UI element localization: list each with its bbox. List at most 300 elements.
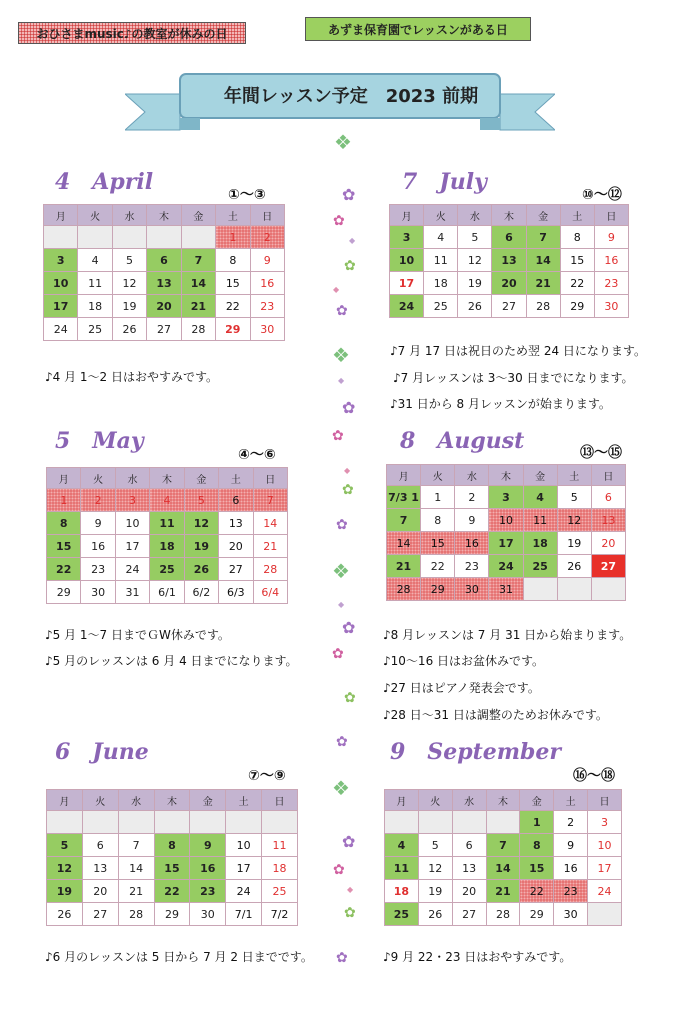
day-cell: 7/2 (262, 903, 298, 926)
day-cell: 4 (523, 486, 557, 509)
flower-icon: ✿ (342, 398, 356, 417)
day-cell: 17 (115, 535, 149, 558)
day-cell: 1 (216, 226, 250, 249)
flower-icon: ✿ (344, 690, 356, 706)
flower-icon: ✿ (342, 618, 356, 637)
day-cell: 24 (489, 555, 523, 578)
day-cell: 11 (523, 509, 557, 532)
flower-icon: ✿ (333, 862, 345, 878)
flower-icon: ✿ (333, 213, 345, 229)
day-cell: 17 (489, 532, 523, 555)
weekday-thu: 木 (147, 205, 181, 226)
day-cell: 6 (147, 249, 181, 272)
day-cell: 29 (560, 295, 594, 318)
day-cell: 22 (560, 272, 594, 295)
day-cell: 13 (492, 249, 526, 272)
day-cell: 12 (112, 272, 146, 295)
weekday-tue: 火 (418, 790, 452, 811)
weekday-wed: 水 (112, 205, 146, 226)
flower-icon: ❖ (332, 343, 350, 367)
month-title-september: 9 September (390, 739, 561, 765)
note-august-4: ♪28 日〜31 日は調整のためお休みです。 (383, 708, 608, 722)
day-cell: 13 (591, 509, 625, 532)
day-cell: 20 (452, 880, 486, 903)
day-cell: 6/4 (253, 581, 287, 604)
weekday-sun: 日 (262, 790, 298, 811)
day-cell: 19 (557, 532, 591, 555)
weekday-sun: 日 (591, 465, 625, 486)
weekday-tue: 火 (424, 205, 458, 226)
weekday-sun: 日 (253, 468, 287, 489)
day-cell: 5 (112, 249, 146, 272)
day-cell: 9 (455, 509, 489, 532)
day-cell: 17 (226, 857, 262, 880)
legend-closed-day: おひさまmusic♪の教室が休みの日 (18, 22, 246, 44)
weekday-fri: 金 (520, 790, 554, 811)
weekday-sat: 土 (560, 205, 594, 226)
weekday-wed: 水 (118, 790, 154, 811)
day-cell: 29 (47, 581, 81, 604)
day-cell: 25 (523, 555, 557, 578)
day-cell: 18 (78, 295, 112, 318)
day-cell: 1 (520, 811, 554, 834)
month-title-june: 6 June (55, 739, 149, 765)
day-cell (147, 226, 181, 249)
month-title-april: 4 April (55, 169, 154, 195)
weekday-mon: 月 (385, 790, 419, 811)
calendar-june (46, 789, 298, 926)
day-cell (588, 903, 622, 926)
day-cell (262, 811, 298, 834)
day-cell: 16 (554, 857, 588, 880)
day-cell: 9 (250, 249, 284, 272)
day-cell: 16 (190, 857, 226, 880)
weekday-wed: 水 (458, 205, 492, 226)
day-cell: 29 (520, 903, 554, 926)
day-cell: 30 (81, 581, 115, 604)
flower-icon: ✿ (332, 646, 344, 662)
day-cell (557, 578, 591, 601)
day-cell: 9 (81, 512, 115, 535)
lesson-range-july: ⑩〜⑫ (582, 187, 622, 203)
day-cell: 7 (387, 509, 421, 532)
lesson-range-april: ①〜③ (228, 187, 266, 203)
day-cell: 12 (458, 249, 492, 272)
weekday-tue: 火 (421, 465, 455, 486)
weekday-thu: 木 (154, 790, 190, 811)
day-cell: 26 (112, 318, 146, 341)
day-cell (154, 811, 190, 834)
day-cell: 6 (219, 489, 253, 512)
day-cell: 14 (486, 857, 520, 880)
day-cell: 3 (390, 226, 424, 249)
day-cell: 17 (44, 295, 78, 318)
day-cell: 6 (452, 834, 486, 857)
flower-icon: ✿ (336, 517, 348, 533)
note-may-1: ♪5 月 1〜7 日までＧW休みです。 (45, 628, 230, 642)
day-cell: 24 (115, 558, 149, 581)
day-cell: 16 (250, 272, 284, 295)
flower-icon: ✿ (336, 734, 348, 750)
day-cell: 3 (44, 249, 78, 272)
day-cell: 21 (181, 295, 215, 318)
day-cell: 29 (154, 903, 190, 926)
day-cell (591, 578, 625, 601)
day-cell: 8 (47, 512, 81, 535)
day-cell: 15 (216, 272, 250, 295)
dot-icon: ◆ (349, 236, 356, 245)
day-cell: 14 (181, 272, 215, 295)
day-cell: 15 (421, 532, 455, 555)
calendar-april (43, 204, 285, 341)
day-cell: 7/3 1 (387, 486, 421, 509)
weekday-fri: 金 (181, 205, 215, 226)
day-cell (523, 578, 557, 601)
day-cell (190, 811, 226, 834)
day-cell: 11 (262, 834, 298, 857)
day-cell: 13 (452, 857, 486, 880)
day-cell: 6 (492, 226, 526, 249)
dot-icon: ◆ (333, 285, 340, 294)
page-title: 年間レッスン予定 2023 前期 (223, 86, 479, 107)
lesson-range-june: ⑦〜⑨ (248, 768, 286, 784)
day-cell: 7 (526, 226, 560, 249)
day-cell: 23 (455, 555, 489, 578)
dot-icon: ◆ (338, 600, 345, 609)
day-cell: 18 (523, 532, 557, 555)
flower-icon: ✿ (342, 832, 356, 851)
day-cell: 25 (262, 880, 298, 903)
day-cell: 10 (115, 512, 149, 535)
note-september-1: ♪9 月 22・23 日はおやすみです。 (383, 950, 572, 964)
day-cell: 6 (82, 834, 118, 857)
flower-icon: ✿ (342, 482, 354, 498)
flower-icon: ✿ (336, 950, 348, 966)
day-cell: 17 (390, 272, 424, 295)
weekday-sun: 日 (594, 205, 628, 226)
day-cell (181, 226, 215, 249)
day-cell: 11 (78, 272, 112, 295)
lesson-range-may: ④〜⑥ (238, 447, 276, 463)
day-cell: 14 (387, 532, 421, 555)
calendar-august (386, 464, 626, 601)
day-cell: 12 (418, 857, 452, 880)
day-cell: 21 (118, 880, 154, 903)
flower-icon: ✿ (344, 905, 356, 921)
day-cell: 31 (115, 581, 149, 604)
calendar-may (46, 467, 288, 604)
note-july-3: ♪31 日から 8 月レッスンが始まります。 (390, 397, 611, 411)
day-cell: 10 (44, 272, 78, 295)
weekday-thu: 木 (486, 790, 520, 811)
day-cell: 30 (250, 318, 284, 341)
calendar-september (384, 789, 622, 926)
day-cell: 22 (421, 555, 455, 578)
day-cell: 14 (253, 512, 287, 535)
day-cell: 20 (219, 535, 253, 558)
day-cell: 21 (253, 535, 287, 558)
day-cell: 19 (418, 880, 452, 903)
note-june-1: ♪6 月のレッスンは 5 日から 7 月 2 日までです。 (45, 950, 313, 964)
note-august-2: ♪10〜16 日はお盆休みです。 (383, 654, 545, 668)
legend-lesson-day: あずま保育園でレッスンがある日 (305, 17, 531, 41)
weekday-fri: 金 (526, 205, 560, 226)
day-cell: 27 (591, 555, 625, 578)
lesson-range-august: ⑬〜⑮ (580, 445, 622, 461)
day-cell: 23 (81, 558, 115, 581)
day-cell: 12 (557, 509, 591, 532)
day-cell: 8 (421, 509, 455, 532)
day-cell: 18 (424, 272, 458, 295)
weekday-tue: 火 (78, 205, 112, 226)
day-cell: 30 (594, 295, 628, 318)
weekday-sat: 土 (557, 465, 591, 486)
day-cell: 4 (150, 489, 184, 512)
day-cell: 27 (82, 903, 118, 926)
lesson-range-september: ⑯〜⑱ (573, 768, 615, 784)
weekday-tue: 火 (81, 468, 115, 489)
day-cell: 3 (115, 489, 149, 512)
day-cell: 24 (588, 880, 622, 903)
day-cell: 21 (486, 880, 520, 903)
day-cell: 6 (591, 486, 625, 509)
day-cell: 8 (520, 834, 554, 857)
day-cell: 26 (557, 555, 591, 578)
day-cell: 25 (78, 318, 112, 341)
weekday-fri: 金 (190, 790, 226, 811)
weekday-sat: 土 (219, 468, 253, 489)
calendar-july (389, 204, 629, 318)
day-cell: 19 (112, 295, 146, 318)
weekday-thu: 木 (150, 468, 184, 489)
day-cell (452, 811, 486, 834)
day-cell: 11 (150, 512, 184, 535)
day-cell: 9 (594, 226, 628, 249)
day-cell: 13 (147, 272, 181, 295)
flower-icon: ✿ (336, 303, 348, 319)
day-cell: 22 (216, 295, 250, 318)
day-cell: 27 (452, 903, 486, 926)
day-cell: 7 (486, 834, 520, 857)
day-cell: 26 (184, 558, 218, 581)
day-cell: 20 (591, 532, 625, 555)
day-cell: 30 (455, 578, 489, 601)
day-cell: 28 (387, 578, 421, 601)
day-cell: 7 (118, 834, 154, 857)
day-cell: 30 (554, 903, 588, 926)
day-cell: 23 (190, 880, 226, 903)
day-cell: 30 (190, 903, 226, 926)
day-cell: 27 (147, 318, 181, 341)
weekday-wed: 水 (452, 790, 486, 811)
day-cell: 12 (184, 512, 218, 535)
day-cell: 1 (421, 486, 455, 509)
weekday-mon: 月 (387, 465, 421, 486)
day-cell: 24 (226, 880, 262, 903)
weekday-sun: 日 (250, 205, 284, 226)
weekday-mon: 月 (44, 205, 78, 226)
day-cell: 10 (390, 249, 424, 272)
day-cell: 25 (424, 295, 458, 318)
month-title-may: 5 May (55, 428, 144, 454)
day-cell: 7 (253, 489, 287, 512)
day-cell: 12 (47, 857, 83, 880)
day-cell: 22 (47, 558, 81, 581)
day-cell (118, 811, 154, 834)
day-cell: 19 (184, 535, 218, 558)
day-cell: 28 (486, 903, 520, 926)
day-cell: 29 (216, 318, 250, 341)
day-cell: 27 (219, 558, 253, 581)
day-cell: 29 (421, 578, 455, 601)
day-cell: 20 (492, 272, 526, 295)
weekday-mon: 月 (47, 790, 83, 811)
day-cell: 16 (594, 249, 628, 272)
weekday-wed: 水 (115, 468, 149, 489)
flower-icon: ❖ (334, 130, 352, 154)
flower-icon: ✿ (344, 258, 356, 274)
day-cell: 11 (385, 857, 419, 880)
day-cell: 4 (385, 834, 419, 857)
month-title-august: 8 August (400, 428, 525, 454)
day-cell: 28 (118, 903, 154, 926)
note-july-1: ♪7 月 17 日は祝日のため翌 24 日になります。 (390, 344, 646, 358)
flower-icon: ✿ (342, 185, 356, 204)
dot-icon: ◆ (344, 466, 351, 475)
day-cell: 2 (81, 489, 115, 512)
day-cell: 23 (250, 295, 284, 318)
day-cell (44, 226, 78, 249)
day-cell: 10 (588, 834, 622, 857)
day-cell: 4 (424, 226, 458, 249)
day-cell: 22 (520, 880, 554, 903)
day-cell: 4 (78, 249, 112, 272)
day-cell: 2 (455, 486, 489, 509)
day-cell: 23 (554, 880, 588, 903)
day-cell: 2 (554, 811, 588, 834)
day-cell: 15 (560, 249, 594, 272)
day-cell: 8 (560, 226, 594, 249)
weekday-wed: 水 (455, 465, 489, 486)
note-may-2: ♪5 月のレッスンは 6 月 4 日までになります。 (45, 654, 298, 668)
day-cell: 24 (390, 295, 424, 318)
day-cell (486, 811, 520, 834)
dot-icon: ◆ (347, 885, 354, 894)
day-cell: 27 (492, 295, 526, 318)
note-july-2: ♪7 月レッスンは 3〜30 日までになります。 (393, 371, 634, 385)
day-cell (78, 226, 112, 249)
weekday-sat: 土 (216, 205, 250, 226)
note-august-1: ♪8 月レッスンは 7 月 31 日から始まります。 (383, 628, 632, 642)
day-cell: 24 (44, 318, 78, 341)
day-cell: 13 (219, 512, 253, 535)
day-cell: 28 (181, 318, 215, 341)
day-cell: 14 (526, 249, 560, 272)
day-cell: 26 (458, 295, 492, 318)
day-cell: 5 (184, 489, 218, 512)
weekday-sat: 土 (226, 790, 262, 811)
day-cell: 7/1 (226, 903, 262, 926)
day-cell: 5 (458, 226, 492, 249)
day-cell (112, 226, 146, 249)
day-cell (82, 811, 118, 834)
day-cell: 28 (253, 558, 287, 581)
weekday-tue: 火 (82, 790, 118, 811)
day-cell: 8 (154, 834, 190, 857)
weekday-sat: 土 (554, 790, 588, 811)
day-cell: 1 (47, 489, 81, 512)
day-cell (385, 811, 419, 834)
day-cell: 20 (147, 295, 181, 318)
day-cell: 17 (588, 857, 622, 880)
weekday-mon: 月 (47, 468, 81, 489)
day-cell: 9 (554, 834, 588, 857)
note-august-3: ♪27 日はピアノ発表会です。 (383, 681, 540, 695)
day-cell: 6/3 (219, 581, 253, 604)
day-cell: 14 (118, 857, 154, 880)
day-cell: 18 (150, 535, 184, 558)
day-cell: 11 (424, 249, 458, 272)
day-cell: 21 (526, 272, 560, 295)
day-cell: 23 (594, 272, 628, 295)
day-cell: 5 (557, 486, 591, 509)
day-cell: 10 (226, 834, 262, 857)
day-cell: 25 (150, 558, 184, 581)
day-cell: 20 (82, 880, 118, 903)
day-cell: 25 (385, 903, 419, 926)
day-cell: 5 (418, 834, 452, 857)
flower-icon: ❖ (332, 559, 350, 583)
weekday-thu: 木 (492, 205, 526, 226)
day-cell: 26 (47, 903, 83, 926)
day-cell: 28 (526, 295, 560, 318)
day-cell: 21 (387, 555, 421, 578)
day-cell: 2 (250, 226, 284, 249)
note-april-1: ♪4 月 1〜2 日はおやすみです。 (45, 370, 219, 384)
day-cell: 16 (455, 532, 489, 555)
day-cell: 15 (47, 535, 81, 558)
day-cell: 13 (82, 857, 118, 880)
day-cell: 26 (418, 903, 452, 926)
day-cell (226, 811, 262, 834)
day-cell: 10 (489, 509, 523, 532)
day-cell: 31 (489, 578, 523, 601)
weekday-fri: 金 (184, 468, 218, 489)
weekday-mon: 月 (390, 205, 424, 226)
day-cell: 22 (154, 880, 190, 903)
day-cell: 15 (520, 857, 554, 880)
day-cell: 16 (81, 535, 115, 558)
day-cell: 8 (216, 249, 250, 272)
day-cell: 6/1 (150, 581, 184, 604)
flower-icon: ❖ (332, 776, 350, 800)
day-cell: 19 (47, 880, 83, 903)
weekday-thu: 木 (489, 465, 523, 486)
day-cell: 18 (262, 857, 298, 880)
day-cell: 7 (181, 249, 215, 272)
flower-icon: ✿ (332, 428, 344, 444)
day-cell: 3 (588, 811, 622, 834)
day-cell (47, 811, 83, 834)
day-cell: 5 (47, 834, 83, 857)
day-cell: 18 (385, 880, 419, 903)
dot-icon: ◆ (338, 376, 345, 385)
weekday-fri: 金 (523, 465, 557, 486)
day-cell: 3 (489, 486, 523, 509)
day-cell (418, 811, 452, 834)
day-cell: 19 (458, 272, 492, 295)
weekday-sun: 日 (588, 790, 622, 811)
